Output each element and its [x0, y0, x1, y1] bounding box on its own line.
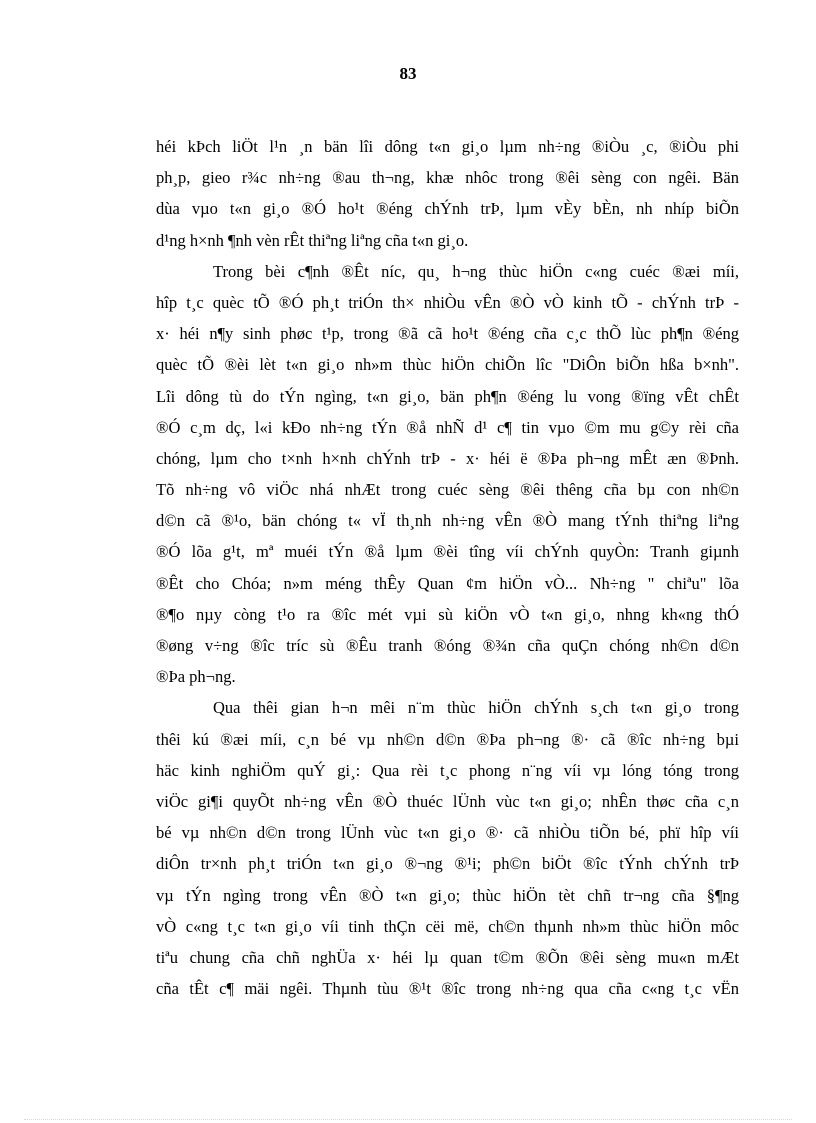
- text-line: d©n cã ®¹o, bän chóng t« vÏ th¸nh nh÷ng vÊn ®Ò mang tÝnh thiªng liªng: [156, 511, 739, 531]
- text-line: ®Êt cho Chóa; n»m méng thÊy Quan ¢m hiÖn vÒ... Nh÷ng " chiªu" lõa: [156, 573, 739, 593]
- text-line: viÖc gi¶i quyÕt nh÷ng vÊn ®Ò thuéc lÜnh vùc t«n gi¸o; nhÊn thøc cña c¸n: [156, 791, 739, 811]
- text-line: tiªu chung cña chñ nghÜa x· héi lµ quan t©m ®Õn ®êi sèng mu«n mÆt: [156, 947, 739, 967]
- page-bottom-divider: [24, 1119, 792, 1120]
- page-number: 83: [399, 64, 417, 83]
- text-line: ®¶o nµy còng t¹o ra ®îc mét vµi sù kiÖn vÒ t«n gi¸o, nhng kh«ng thÓ: [156, 604, 739, 624]
- text-line: Qua thêi gian h¬n mêi n¨m thùc hiÖn chÝnh s¸ch t«n gi¸o trong: [213, 698, 739, 718]
- text-line: diÔn tr×nh ph¸t triÓn t«n gi¸o ®¬ng ®¹i; ph©n biÖt ®îc tÝnh chÝnh trÞ: [156, 854, 739, 874]
- text-line: Trong bèi c¶nh ®Êt níc, qu¸ h¬ng thùc hiÖn c«ng cuéc ®æi míi,: [213, 261, 739, 281]
- text-line: ®Ó c¸m dç, l«i kÐo nh÷ng tÝn ®å nhÑ d¹ c¶ tin vµo ©m mu g©y rèi cña: [156, 417, 739, 437]
- text-line: dùa vµo t«n gi¸o ®Ó ho¹t ®éng chÝnh trÞ, lµm vÈy bÈn, nh nhíp biÕn: [156, 199, 739, 219]
- text-line: ph¸p, gieo r¾c nh÷ng ®au th¬ng, khæ nhôc trong ®êi sèng con ngêi. Bän: [156, 168, 739, 188]
- text-line: bé vµ nh©n d©n trong lÜnh vùc t«n gi¸o ®· cã nhiÒu tiÕn bé, phï hîp víi: [156, 823, 739, 843]
- text-line: ®øng v÷ng ®îc tríc sù ®Êu tranh ®óng ®¾n cña quÇn chóng nh©n d©n: [156, 636, 739, 655]
- text-line: hîp t¸c quèc tÕ ®Ó ph¸t triÓn th× nhiÒu vÊn ®Ò vÒ kinh tÕ - chÝnh trÞ -: [156, 292, 739, 312]
- text-line: vÒ c«ng t¸c t«n gi¸o víi tinh thÇn cëi më, ch©n thµnh nh»m thùc hiÖn môc: [156, 916, 739, 936]
- text-line: héi kÞch liÖt l¹n ¸n bän lîi dông t«n gi¸o lµm nh÷ng ®iÒu ¸c, ®iÒu phi: [156, 137, 739, 156]
- paragraph: [156, 131, 739, 256]
- text-line: vµ tÝn ngìng trong vÊn ®Ò t«n gi¸o; thùc hiÖn tèt chñ tr¬ng cña §¶ng: [156, 885, 739, 905]
- text-line: thêi kú ®æi míi, c¸n bé vµ nh©n d©n ®Þa ph¬ng ®· cã ®îc nh÷ng bµi: [156, 729, 739, 749]
- text-line: ®Þa ph¬ng.: [156, 667, 236, 687]
- paragraph: [156, 256, 739, 693]
- text-line: x· héi n¶y sinh phøc t¹p, trong ®ã cã ho¹t ®éng cña c¸c thÕ lùc ph¶n ®éng: [156, 324, 739, 344]
- text-line: ®Ó lõa g¹t, mª muéi tÝn ®å lµm ®èi tîng víi chÝnh quyÒn: Tranh giµnh: [156, 542, 739, 562]
- text-line: cña tÊt c¶ mäi ngêi. Thµnh tùu ®¹t ®îc trong nh÷ng qua cña c«ng t¸c vËn: [156, 979, 739, 999]
- text-line: Lîi dông tù do tÝn ngìng, t«n gi¸o, bän ph¶n ®éng lu vong ®ïng vÊt chÊt: [156, 386, 739, 406]
- text-line: chóng, lµm cho t×nh h×nh chÝnh trÞ - x· héi ë ®Þa ph¬ng mÊt æn ®Þnh.: [156, 448, 739, 468]
- paragraph: [156, 692, 739, 1004]
- body-text: [156, 131, 739, 1004]
- text-line: quèc tÕ ®èi lèt t«n gi¸o nh»m thùc hiÖn chiÕn lîc "DiÔn biÕn hßa b×nh".: [156, 355, 739, 375]
- text-line: d¹ng h×nh ¶nh vèn rÊt thiªng liªng cña t«n gi¸o.: [156, 230, 469, 250]
- text-line: häc kinh nghiÖm quÝ gi¸: Qua rèi t¸c phong n¨ng víi vµ lóng tóng trong: [156, 760, 739, 780]
- text-line: Tõ nh÷ng vô viÖc nhá nhÆt trong cuéc sèng ®êi thêng cña bµ con nh©n: [156, 480, 739, 500]
